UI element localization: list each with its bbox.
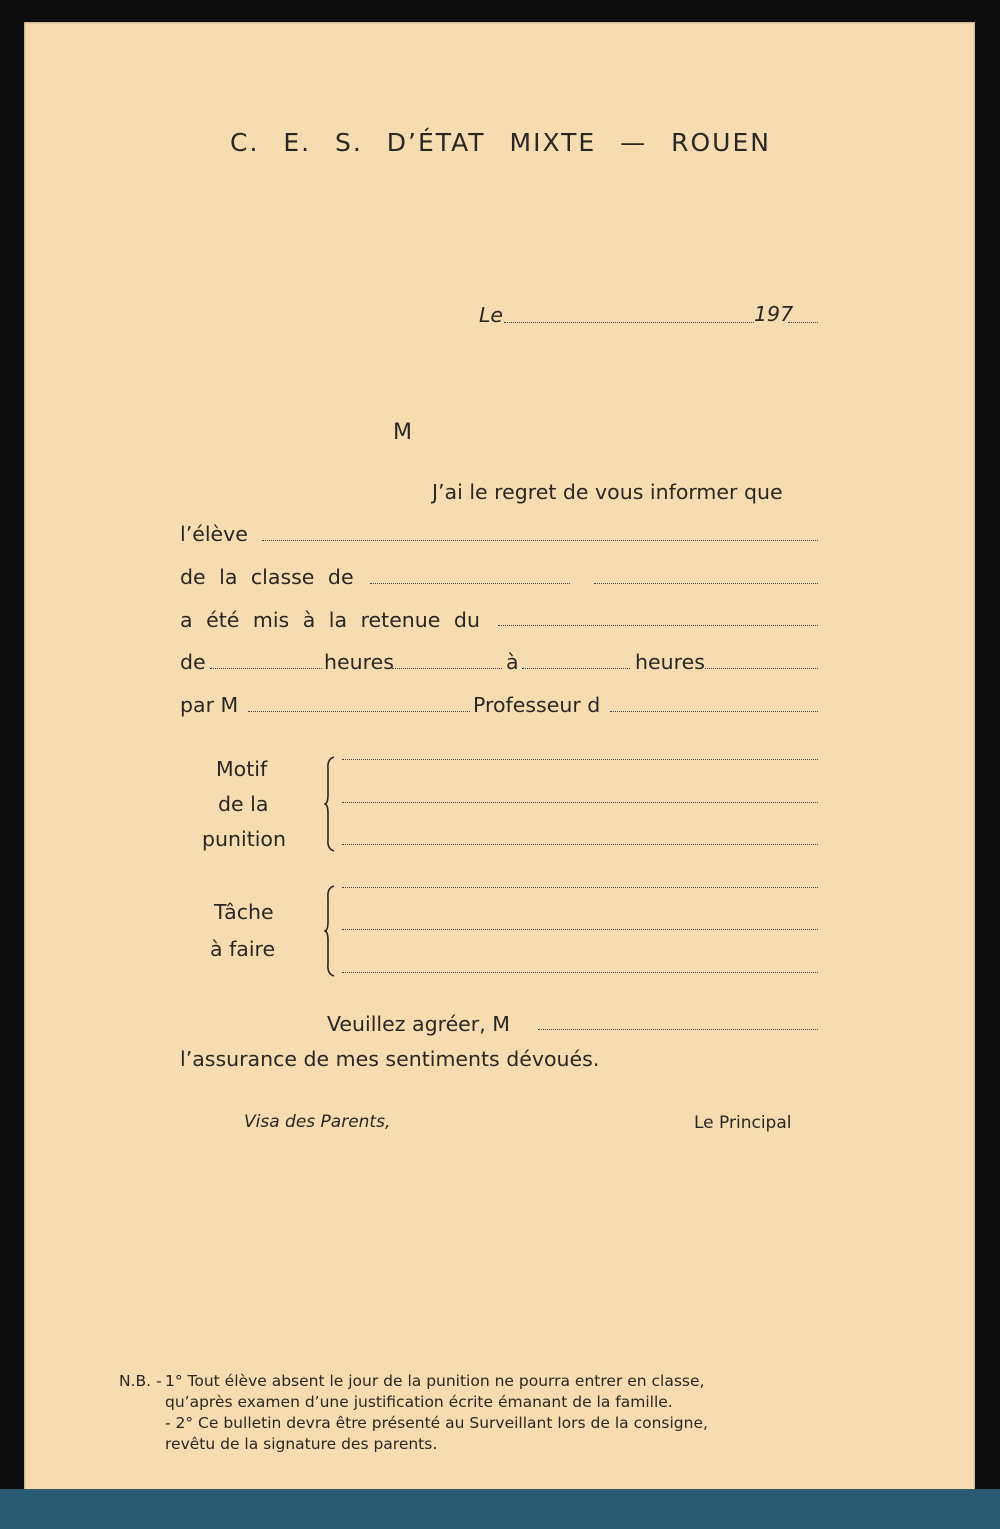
classe-field-1[interactable] — [370, 583, 570, 584]
label-professeur: Professeur d — [473, 693, 601, 717]
date-field[interactable] — [504, 322, 754, 323]
tache-line-1[interactable] — [342, 887, 818, 888]
motif-line-2[interactable] — [342, 802, 818, 803]
nb-line-2: qu’après examen d’une justification écrite émanant de la famille. — [165, 1393, 673, 1411]
school-header: C. E. S. D’ÉTAT MIXTE — ROUEN — [230, 128, 771, 157]
label-motif-2: de la — [218, 792, 269, 816]
motif-line-1[interactable] — [342, 759, 818, 760]
label-par: par M — [180, 693, 239, 717]
date-prefix: Le — [479, 303, 504, 327]
label-tache-1: Tâche — [214, 900, 274, 924]
nb-line-4: revêtu de la signature des parents. — [165, 1435, 438, 1453]
teacher-name-field[interactable] — [248, 711, 470, 712]
end-time-field[interactable] — [522, 668, 630, 669]
eleve-field[interactable] — [262, 540, 818, 541]
motif-line-3[interactable] — [342, 844, 818, 845]
closing-name-field[interactable] — [538, 1029, 818, 1030]
subject-field[interactable] — [610, 711, 818, 712]
label-tache-2: à faire — [210, 937, 276, 961]
label-classe: de la classe de — [180, 565, 354, 589]
start-time-field[interactable] — [210, 668, 322, 669]
retenue-field[interactable] — [498, 625, 818, 626]
label-heures-2: heures — [635, 650, 705, 674]
start-hours-field[interactable] — [392, 668, 502, 669]
label-de: de — [180, 650, 206, 674]
date-year: 197 — [754, 302, 794, 326]
label-eleve: l’élève — [180, 522, 248, 546]
label-a: à — [506, 650, 519, 674]
end-hours-field[interactable] — [705, 668, 818, 669]
tache-line-3[interactable] — [342, 972, 818, 973]
label-heures-1: heures — [324, 650, 394, 674]
punishment-form — [24, 22, 975, 1504]
parents-visa: Visa des Parents, — [244, 1112, 391, 1132]
nb-label: N.B. - — [119, 1372, 162, 1390]
classe-field-2[interactable] — [594, 583, 818, 584]
intro-text: J’ai le regret de vous informer que — [432, 480, 783, 504]
nb-line-1: 1° Tout élève absent le jour de la punition ne pourra entrer en classe, — [165, 1372, 705, 1390]
nb-line-3: - 2° Ce bulletin devra être présenté au Surveillant lors de la consigne, — [165, 1414, 708, 1432]
principal-signature: Le Principal — [694, 1113, 792, 1133]
year-field[interactable] — [788, 322, 818, 323]
closing-line-1: Veuillez agréer, M — [327, 1012, 510, 1036]
tache-brace — [324, 884, 338, 978]
label-motif-3: punition — [202, 827, 286, 851]
tache-line-2[interactable] — [342, 929, 818, 930]
background-strip — [0, 1489, 1000, 1529]
closing-line-2: l’assurance de mes sentiments dévoués. — [180, 1047, 600, 1071]
motif-brace — [324, 755, 338, 853]
label-motif-1: Motif — [216, 757, 268, 781]
label-retenue: a été mis à la retenue du — [180, 608, 480, 632]
salutation: M — [393, 420, 412, 445]
